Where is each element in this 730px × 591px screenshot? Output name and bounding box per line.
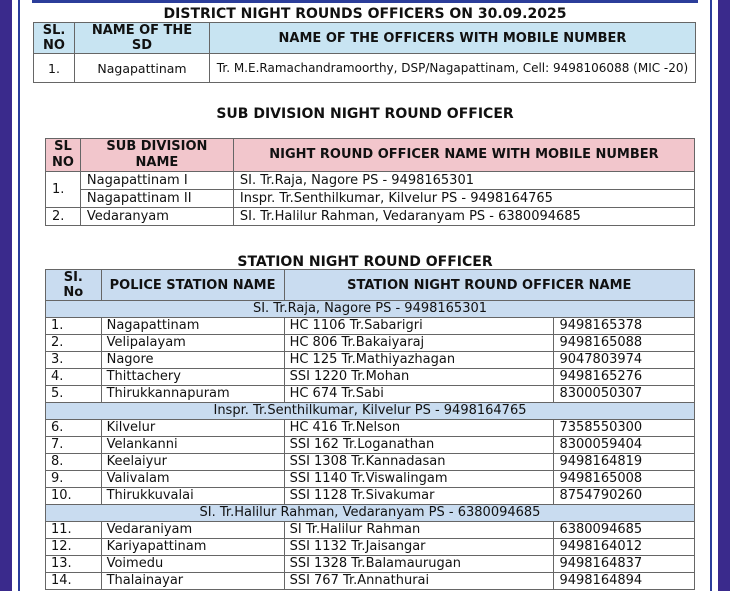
group-row [46, 505, 695, 522]
group-row [46, 403, 695, 420]
table-row [34, 54, 696, 83]
header-sl: SI. No [46, 270, 102, 301]
table-row [46, 172, 695, 190]
cell-phone: 9498164894 [554, 573, 695, 590]
cell-sl: 13. [46, 556, 102, 573]
cell-sl: 1. [34, 54, 75, 83]
cell-officer: HC 806 Tr.Bakaiyaraj [284, 335, 554, 352]
cell-sl: 5. [46, 386, 102, 403]
table-header-row [34, 23, 696, 54]
cell-phone: 7358550300 [554, 420, 695, 437]
cell-officer: SSI 1128 Tr.Sivakumar [284, 488, 554, 505]
cell-officer: HC 674 Tr.Sabi [284, 386, 554, 403]
cell-police-station: Valivalam [101, 471, 284, 488]
table-row [46, 386, 695, 403]
cell-officer: HC 416 Tr.Nelson [284, 420, 554, 437]
cell-phone: 6380094685 [554, 522, 695, 539]
header-sl: SL. NO [34, 23, 75, 54]
cell-phone: 9498164837 [554, 556, 695, 573]
cell-officer: SSI 162 Tr.Loganathan [284, 437, 554, 454]
cell-police-station: Thirukkannapuram [101, 386, 284, 403]
cell-police-station: Voimedu [101, 556, 284, 573]
station-table-body [46, 301, 695, 590]
cell-officer: SI. Tr.Halilur Rahman, Vedaranyam PS - 6380094685 [233, 208, 694, 226]
cell-sl: 7. [46, 437, 102, 454]
table-row [46, 208, 695, 226]
cell-phone: 8300050307 [554, 386, 695, 403]
cell-police-station: Kariyapattinam [101, 539, 284, 556]
cell-phone: 9498164819 [554, 454, 695, 471]
header-sub-division: SUB DIVISION NAME [80, 139, 233, 172]
cell-phone: 9498165276 [554, 369, 695, 386]
table-row [46, 488, 695, 505]
cell-police-station: Thittachery [101, 369, 284, 386]
table-header-row [46, 270, 695, 301]
cell-sd: Nagapattinam [75, 54, 210, 83]
group-label: Inspr. Tr.Senthilkumar, Kilvelur PS - 9498164765 [46, 403, 695, 420]
table-row [46, 454, 695, 471]
cell-sl: 1. [46, 318, 102, 335]
cell-police-station: Thirukkuvalai [101, 488, 284, 505]
table-row [46, 539, 695, 556]
cell-officer: Inspr. Tr.Senthilkumar, Kilvelur PS - 9498164765 [233, 190, 694, 208]
cell-phone: 9498165378 [554, 318, 695, 335]
header-sd: NAME OF THE SD [75, 23, 210, 54]
cell-police-station: Kilvelur [101, 420, 284, 437]
cell-police-station: Nagore [101, 352, 284, 369]
cell-sub-division: Nagapattinam I [80, 172, 233, 190]
cell-police-station: Nagapattinam [101, 318, 284, 335]
cell-officer: SSI 1140 Tr.Viswalingam [284, 471, 554, 488]
table-header-row [46, 139, 695, 172]
cell-officer: SSI 1220 Tr.Mohan [284, 369, 554, 386]
table-row [46, 190, 695, 208]
cell-sl: 14. [46, 573, 102, 590]
group-label: SI. Tr.Raja, Nagore PS - 9498165301 [46, 301, 695, 318]
cell-officer: SSI 1308 Tr.Kannadasan [284, 454, 554, 471]
cell-sl: 12. [46, 539, 102, 556]
cell-police-station: Velipalayam [101, 335, 284, 352]
subdivision-title: SUB DIVISION NIGHT ROUND OFFICER [216, 106, 514, 122]
cell-police-station: Velankanni [101, 437, 284, 454]
cell-sl: 3. [46, 352, 102, 369]
cell-officer: SSI 767 Tr.Annathurai [284, 573, 554, 590]
header-officer: NIGHT ROUND OFFICER NAME WITH MOBILE NUMBER [233, 139, 694, 172]
group-label: SI. Tr.Halilur Rahman, Vedaranyam PS - 6380094685 [46, 505, 695, 522]
cell-officers: Tr. M.E.Ramachandramoorthy, DSP/Nagapattinam, Cell: 9498106088 (MIC -20) [210, 54, 696, 83]
district-title: DISTRICT NIGHT ROUNDS OFFICERS ON 30.09.2025 [163, 6, 567, 22]
cell-sl: 4. [46, 369, 102, 386]
table-row [46, 352, 695, 369]
cell-sl: 2. [46, 335, 102, 352]
cell-officer: SSI 1328 Tr.Balamaurugan [284, 556, 554, 573]
table-row [46, 573, 695, 590]
district-table [33, 22, 696, 83]
group-row [46, 301, 695, 318]
table-row [46, 318, 695, 335]
station-table [45, 269, 695, 590]
header-officers: NAME OF THE OFFICERS WITH MOBILE NUMBER [210, 23, 696, 54]
table-row [46, 556, 695, 573]
top-border [32, 0, 698, 3]
cell-phone: 8300059404 [554, 437, 695, 454]
table-row [46, 437, 695, 454]
cell-police-station: Vedaraniyam [101, 522, 284, 539]
header-officer: STATION NIGHT ROUND OFFICER NAME [284, 270, 694, 301]
cell-officer: SSI 1132 Tr.Jaisangar [284, 539, 554, 556]
cell-officer: SI. Tr.Raja, Nagore PS - 9498165301 [233, 172, 694, 190]
table-row [46, 369, 695, 386]
cell-phone: 9498165008 [554, 471, 695, 488]
cell-phone: 9498164012 [554, 539, 695, 556]
station-title: STATION NIGHT ROUND OFFICER [237, 254, 493, 270]
table-row [46, 335, 695, 352]
cell-sl: 11. [46, 522, 102, 539]
cell-sl: 9. [46, 471, 102, 488]
cell-phone: 9498165088 [554, 335, 695, 352]
cell-officer: HC 125 Tr.Mathiyazhagan [284, 352, 554, 369]
cell-phone: 9047803974 [554, 352, 695, 369]
cell-sl: 8. [46, 454, 102, 471]
cell-phone: 8754790260 [554, 488, 695, 505]
subdivision-table [45, 138, 695, 226]
cell-sl: 1. [46, 172, 81, 208]
cell-officer: SI Tr.Halilur Rahman [284, 522, 554, 539]
cell-sl: 2. [46, 208, 81, 226]
header-sl: SL NO [46, 139, 81, 172]
table-row [46, 420, 695, 437]
cell-sub-division: Vedaranyam [80, 208, 233, 226]
cell-sub-division: Nagapattinam II [80, 190, 233, 208]
cell-police-station: Thalainayar [101, 573, 284, 590]
table-row [46, 522, 695, 539]
cell-police-station: Keelaiyur [101, 454, 284, 471]
cell-officer: HC 1106 Tr.Sabarigri [284, 318, 554, 335]
cell-sl: 6. [46, 420, 102, 437]
header-police-station: POLICE STATION NAME [101, 270, 284, 301]
table-row [46, 471, 695, 488]
cell-sl: 10. [46, 488, 102, 505]
